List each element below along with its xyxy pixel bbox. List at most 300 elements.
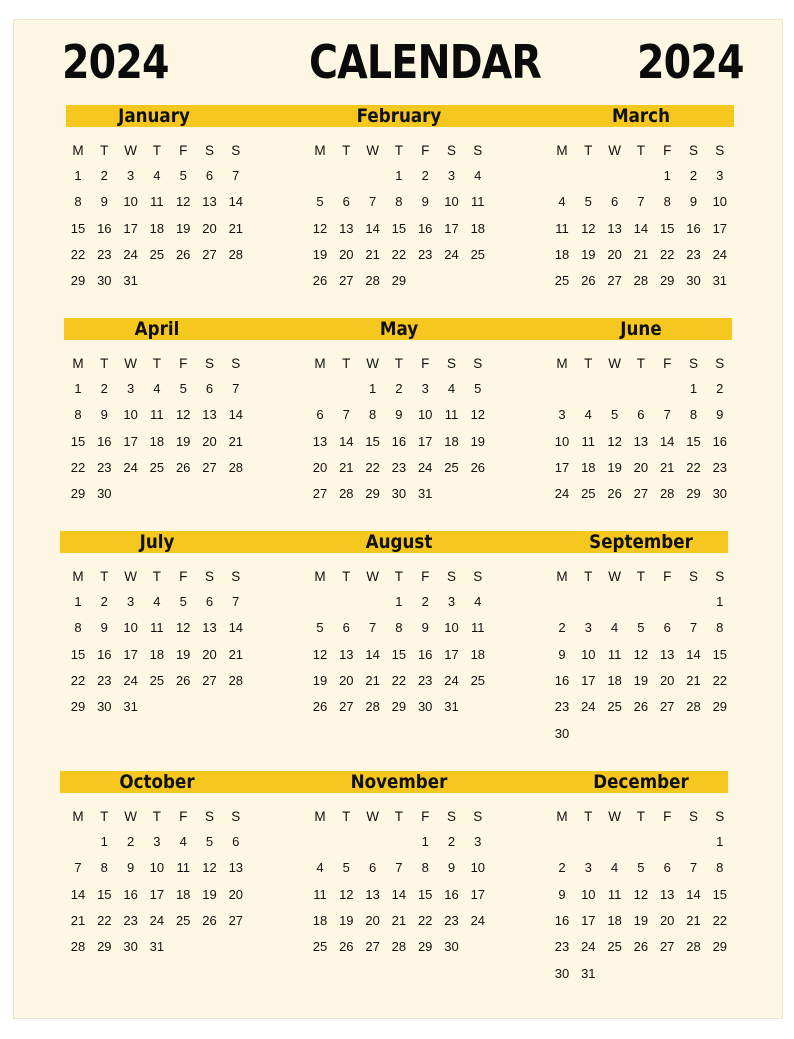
weekday-label: T	[152, 809, 162, 824]
weekday-label: T	[100, 569, 109, 584]
day-cell: 8	[716, 860, 724, 876]
day-cell: 8	[395, 620, 403, 636]
day-cell: 23	[97, 459, 112, 475]
day-cell: 12	[175, 620, 191, 636]
weekday-label: S	[204, 143, 214, 158]
month-name: March	[612, 105, 670, 127]
day-cell: 28	[659, 486, 675, 502]
day-cell: 21	[659, 459, 675, 475]
day-cell: 21	[228, 433, 244, 449]
day-cell: 29	[686, 486, 701, 502]
weekday-label: T	[584, 356, 593, 371]
weekday-label: S	[688, 809, 698, 824]
day-cell: 20	[339, 246, 354, 262]
day-cell: 17	[123, 433, 138, 449]
day-cell: 22	[70, 672, 86, 688]
day-cell: 27	[607, 273, 622, 289]
day-cell: 15	[712, 646, 728, 662]
day-cell: 9	[689, 194, 698, 210]
day-cell: 6	[342, 194, 350, 210]
day-cell: 13	[202, 620, 217, 636]
day-cell: 27	[365, 939, 380, 955]
day-cell: 19	[607, 459, 622, 475]
day-cell: 6	[368, 860, 377, 876]
weekday-label: S	[473, 809, 483, 824]
day-cell: 29	[659, 273, 675, 289]
day-cell: 24	[444, 246, 459, 262]
day-cell: 14	[228, 194, 244, 210]
day-cell: 25	[149, 672, 165, 688]
weekday-label: T	[636, 569, 646, 584]
day-cell: 16	[97, 220, 112, 236]
weekday-label: T	[636, 809, 646, 824]
day-cell: 19	[312, 246, 328, 262]
day-cell: 18	[607, 672, 622, 688]
weekday-label: T	[584, 569, 593, 584]
day-cell: 15	[712, 886, 728, 902]
weekday-label: F	[179, 809, 188, 824]
day-cell: 13	[202, 407, 217, 423]
day-cell: 2	[100, 594, 108, 609]
day-cell: 25	[607, 939, 622, 955]
day-cell: 19	[633, 672, 649, 688]
day-cell: 24	[123, 672, 138, 688]
day-cell: 12	[175, 407, 191, 423]
weekday-label: W	[124, 143, 137, 158]
day-cell: 21	[228, 646, 244, 662]
day-cell: 21	[633, 246, 649, 262]
weekday-label: F	[421, 569, 430, 584]
day-cell: 28	[228, 246, 244, 262]
day-cell: 19	[202, 886, 217, 902]
day-cell: 17	[554, 459, 570, 475]
day-cell: 13	[202, 194, 217, 210]
day-cell: 5	[205, 834, 214, 849]
day-cell: 9	[558, 646, 566, 662]
day-cell: 11	[313, 886, 327, 902]
month-name: November	[350, 771, 448, 793]
day-cell: 6	[663, 860, 671, 876]
day-cell: 16	[417, 646, 433, 662]
day-cell: 11	[150, 407, 164, 423]
day-cell: 20	[202, 220, 217, 236]
day-cell: 22	[686, 459, 701, 475]
day-cell: 9	[447, 860, 456, 876]
day-cell: 24	[470, 912, 486, 928]
day-cell: 5	[316, 620, 324, 636]
weekday-label: T	[152, 143, 162, 158]
day-cell: 17	[581, 912, 596, 928]
day-cell: 8	[74, 194, 82, 210]
day-cell: 3	[447, 168, 456, 183]
day-cell: 30	[444, 939, 459, 955]
day-cell: 3	[584, 620, 592, 636]
day-cell: 23	[391, 459, 407, 475]
day-cell: 18	[312, 912, 328, 928]
day-cell: 20	[312, 459, 328, 475]
day-cell: 6	[316, 407, 324, 423]
day-cell: 8	[663, 194, 671, 210]
day-cell: 25	[444, 459, 459, 475]
day-cell: 18	[444, 433, 459, 449]
day-cell: 2	[126, 834, 135, 849]
day-cell: 18	[149, 433, 165, 449]
day-cell: 14	[686, 646, 701, 662]
day-cell: 4	[610, 620, 619, 636]
day-cell: 7	[395, 860, 403, 876]
day-cell: 9	[395, 407, 403, 423]
day-cell: 20	[339, 672, 354, 688]
day-cell: 8	[74, 407, 82, 423]
day-cell: 8	[395, 194, 403, 210]
weekday-label: M	[556, 569, 568, 584]
day-cell: 22	[391, 672, 407, 688]
day-cell: 5	[179, 594, 187, 609]
day-cell: 6	[610, 194, 619, 210]
day-cell: 26	[175, 672, 191, 688]
day-cell: 17	[123, 646, 138, 662]
day-cell: 14	[633, 220, 649, 236]
day-cell: 8	[74, 620, 82, 636]
day-cell: 26	[607, 486, 622, 502]
weekday-label: W	[124, 356, 137, 371]
day-cell: 1	[368, 381, 377, 396]
day-cell: 13	[312, 433, 328, 449]
day-cell: 24	[581, 939, 596, 955]
day-cell: 11	[607, 646, 622, 662]
day-cell: 3	[126, 594, 135, 609]
day-cell: 22	[70, 246, 86, 262]
day-cell: 12	[312, 646, 328, 662]
day-cell: 10	[581, 646, 596, 662]
day-cell: 16	[686, 220, 701, 236]
day-cell: 27	[202, 246, 217, 262]
day-cell: 2	[100, 381, 108, 396]
weekday-label: W	[608, 809, 621, 824]
day-cell: 18	[607, 912, 622, 928]
day-cell: 16	[444, 886, 459, 902]
weekday-label: W	[366, 356, 379, 371]
day-cell: 24	[417, 459, 433, 475]
day-cell: 22	[659, 246, 675, 262]
day-cell: 1	[689, 381, 698, 396]
day-cell: 4	[153, 381, 161, 396]
day-cell: 16	[554, 672, 570, 688]
day-cell: 15	[686, 433, 701, 449]
day-cell: 19	[175, 646, 191, 662]
day-cell: 23	[554, 939, 570, 955]
weekday-label: T	[636, 143, 646, 158]
weekday-label: T	[394, 356, 404, 371]
day-cell: 22	[97, 912, 112, 928]
day-cell: 24	[581, 699, 596, 715]
weekday-label: T	[636, 356, 646, 371]
day-cell: 9	[716, 407, 724, 423]
day-cell: 12	[581, 220, 596, 236]
day-cell: 24	[444, 672, 459, 688]
day-cell: 25	[312, 939, 328, 955]
day-cell: 27	[659, 699, 675, 715]
day-cell: 18	[470, 646, 486, 662]
weekday-label: S	[446, 809, 456, 824]
day-cell: 28	[228, 459, 244, 475]
day-cell: 28	[70, 939, 86, 955]
day-cell: 17	[444, 220, 459, 236]
day-cell: 16	[123, 886, 138, 902]
day-cell: 30	[554, 725, 570, 741]
weekday-label: S	[446, 569, 456, 584]
day-cell: 31	[712, 273, 728, 289]
day-cell: 9	[558, 886, 566, 902]
day-cell: 13	[633, 433, 649, 449]
day-cell: 1	[421, 834, 429, 849]
day-cell: 26	[312, 699, 328, 715]
weekday-label: F	[663, 356, 672, 371]
day-cell: 1	[395, 594, 403, 609]
day-cell: 8	[689, 407, 698, 423]
day-cell: 4	[558, 194, 566, 210]
weekday-label: T	[394, 143, 404, 158]
weekday-label: F	[421, 356, 430, 371]
day-cell: 7	[368, 620, 377, 636]
day-cell: 22	[712, 912, 728, 928]
day-cell: 24	[712, 246, 728, 262]
day-cell: 30	[97, 486, 112, 502]
weekday-label: F	[663, 143, 672, 158]
day-cell: 12	[339, 886, 354, 902]
day-cell: 24	[123, 246, 138, 262]
day-cell: 31	[123, 273, 138, 289]
day-cell: 25	[554, 273, 570, 289]
day-cell: 18	[149, 220, 165, 236]
day-cell: 25	[581, 486, 596, 502]
day-cell: 12	[202, 860, 217, 876]
day-cell: 1	[100, 834, 108, 849]
day-cell: 22	[70, 459, 86, 475]
day-cell: 3	[126, 168, 135, 183]
weekday-label: F	[663, 569, 672, 584]
weekday-label: S	[688, 356, 698, 371]
day-cell: 15	[391, 646, 407, 662]
day-cell: 29	[391, 273, 407, 289]
weekday-label: S	[231, 809, 241, 824]
day-cell: 28	[228, 672, 244, 688]
weekday-label: T	[342, 809, 351, 824]
day-cell: 9	[421, 194, 429, 210]
weekday-label: W	[366, 569, 379, 584]
day-cell: 29	[70, 699, 86, 715]
weekday-label: W	[608, 569, 621, 584]
weekday-label: S	[473, 569, 483, 584]
day-cell: 10	[444, 620, 459, 636]
day-cell: 23	[123, 912, 138, 928]
day-cell: 11	[150, 620, 164, 636]
day-cell: 7	[689, 620, 698, 636]
day-cell: 10	[417, 407, 433, 423]
day-cell: 29	[712, 699, 728, 715]
day-cell: 16	[712, 433, 728, 449]
weekday-label: T	[100, 356, 109, 371]
day-cell: 7	[74, 860, 82, 876]
day-cell: 14	[365, 646, 380, 662]
day-cell: 23	[554, 699, 570, 715]
day-cell: 6	[232, 834, 240, 849]
day-cell: 4	[584, 407, 592, 423]
day-cell: 16	[554, 912, 570, 928]
month-name: December	[593, 771, 689, 793]
day-cell: 19	[470, 433, 486, 449]
day-cell: 24	[554, 486, 570, 502]
weekday-label: F	[421, 143, 430, 158]
day-cell: 29	[417, 939, 433, 955]
day-cell: 20	[228, 886, 244, 902]
day-cell: 7	[663, 407, 671, 423]
day-cell: 1	[74, 594, 82, 609]
weekday-label: F	[421, 809, 430, 824]
day-cell: 17	[712, 220, 728, 236]
day-cell: 5	[474, 381, 482, 396]
month-name: July	[139, 531, 175, 553]
day-cell: 8	[100, 860, 108, 876]
day-cell: 28	[391, 939, 407, 955]
weekday-label: M	[556, 356, 568, 371]
weekday-label: T	[152, 356, 162, 371]
day-cell: 11	[176, 860, 190, 876]
day-cell: 20	[607, 246, 622, 262]
weekday-label: T	[342, 356, 351, 371]
day-cell: 17	[444, 646, 459, 662]
weekday-label: M	[556, 809, 568, 824]
day-cell: 19	[633, 912, 649, 928]
day-cell: 21	[686, 912, 701, 928]
day-cell: 26	[470, 459, 486, 475]
day-cell: 21	[339, 459, 354, 475]
day-cell: 8	[421, 860, 429, 876]
weekday-label: M	[556, 143, 568, 158]
day-cell: 17	[470, 886, 486, 902]
weekday-label: S	[715, 143, 725, 158]
day-cell: 28	[339, 486, 354, 502]
day-cell: 4	[474, 168, 482, 183]
day-cell: 22	[365, 459, 380, 475]
day-cell: 26	[175, 246, 191, 262]
weekday-label: F	[179, 569, 188, 584]
day-cell: 27	[339, 699, 354, 715]
day-cell: 20	[633, 459, 649, 475]
day-cell: 15	[659, 220, 675, 236]
day-cell: 29	[70, 486, 86, 502]
calendar-title: CALENDAR	[309, 35, 542, 89]
day-cell: 5	[179, 168, 187, 183]
day-cell: 5	[342, 860, 350, 876]
day-cell: 6	[205, 168, 214, 183]
day-cell: 27	[228, 912, 244, 928]
day-cell: 3	[153, 834, 161, 849]
day-cell: 12	[175, 194, 191, 210]
day-cell: 17	[417, 433, 433, 449]
weekday-label: M	[72, 809, 84, 824]
day-cell: 14	[228, 620, 244, 636]
day-cell: 14	[391, 886, 407, 902]
day-cell: 5	[179, 381, 187, 396]
day-cell: 7	[232, 168, 240, 183]
day-cell: 21	[686, 672, 701, 688]
day-cell: 24	[149, 912, 165, 928]
day-cell: 23	[417, 246, 433, 262]
weekday-label: S	[204, 809, 214, 824]
day-cell: 2	[421, 594, 429, 609]
day-cell: 16	[417, 220, 433, 236]
day-cell: 18	[581, 459, 596, 475]
day-cell: 20	[659, 672, 675, 688]
day-cell: 8	[716, 620, 724, 636]
day-cell: 31	[417, 486, 433, 502]
day-cell: 7	[368, 194, 377, 210]
day-cell: 10	[444, 194, 459, 210]
day-cell: 25	[470, 246, 486, 262]
day-cell: 21	[365, 246, 380, 262]
day-cell: 6	[342, 620, 350, 636]
weekday-label: S	[231, 356, 241, 371]
day-cell: 18	[175, 886, 191, 902]
weekday-label: S	[715, 569, 725, 584]
day-cell: 11	[150, 194, 164, 210]
weekday-label: T	[152, 569, 162, 584]
weekday-label: S	[446, 356, 456, 371]
day-cell: 25	[175, 912, 191, 928]
day-cell: 4	[153, 594, 161, 609]
weekday-label: S	[473, 356, 483, 371]
day-cell: 30	[417, 699, 433, 715]
day-cell: 27	[633, 486, 649, 502]
weekday-label: M	[314, 569, 326, 584]
day-cell: 25	[470, 672, 486, 688]
day-cell: 13	[659, 886, 675, 902]
day-cell: 4	[474, 594, 482, 609]
day-cell: 26	[633, 699, 649, 715]
day-cell: 30	[554, 965, 570, 981]
day-cell: 12	[312, 220, 328, 236]
day-cell: 1	[74, 381, 82, 396]
day-cell: 15	[70, 433, 86, 449]
weekday-label: T	[584, 809, 593, 824]
day-cell: 15	[97, 886, 112, 902]
day-cell: 28	[633, 273, 649, 289]
day-cell: 27	[312, 486, 328, 502]
day-cell: 23	[97, 672, 112, 688]
day-cell: 2	[558, 620, 566, 636]
day-cell: 10	[554, 433, 570, 449]
day-cell: 7	[342, 407, 350, 423]
day-cell: 25	[149, 246, 165, 262]
day-cell: 29	[391, 699, 407, 715]
day-cell: 11	[471, 620, 485, 636]
day-cell: 5	[584, 194, 592, 210]
day-cell: 2	[421, 168, 429, 183]
day-cell: 9	[421, 620, 429, 636]
day-cell: 2	[100, 168, 108, 183]
weekday-label: S	[204, 356, 214, 371]
day-cell: 18	[554, 246, 570, 262]
weekday-label: M	[72, 356, 84, 371]
weekday-label: F	[179, 356, 188, 371]
day-cell: 30	[97, 699, 112, 715]
month-name: April	[134, 318, 180, 340]
day-cell: 15	[365, 433, 380, 449]
day-cell: 1	[716, 834, 724, 849]
weekday-label: F	[663, 809, 672, 824]
day-cell: 3	[447, 594, 456, 609]
